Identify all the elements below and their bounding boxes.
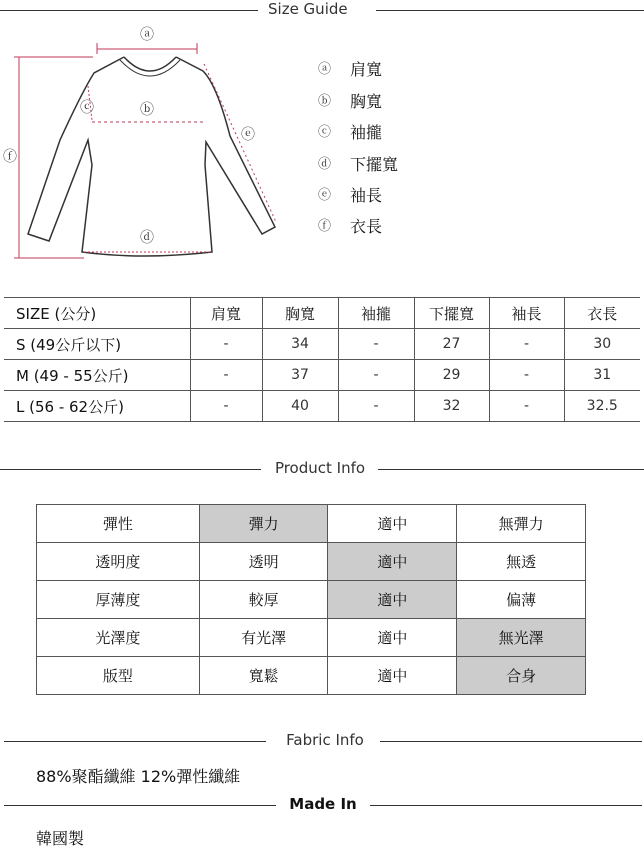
made-in-title: Made In [289,795,357,813]
table-cell: 32 [414,391,489,422]
table-cell: 30 [564,329,640,360]
legend-item [318,215,383,236]
attribute-option: 適中 [328,505,457,543]
table-cell: - [338,391,414,422]
table-row [4,360,640,391]
table-cell: - [190,329,262,360]
table-cell: 29 [414,360,489,391]
size-guide-title: Size Guide [268,0,348,18]
attribute-option-selected: 無光澤 [457,619,586,657]
table-cell: - [190,391,262,422]
legend-mark: ⓒ [318,125,332,140]
marker-f: ⓕ [3,149,17,165]
table-row [37,543,586,581]
legend-item [318,153,399,174]
legend-item [318,184,383,205]
size-label: M (49 - 55公斤) [4,360,190,391]
attribute-option: 偏薄 [457,581,586,619]
attribute-option: 透明 [199,543,328,581]
garment-diagram [0,20,300,295]
legend-mark: ⓑ [318,94,332,109]
table-cell: - [338,360,414,391]
column-header: SIZE (公分) [4,298,190,329]
column-header: 肩寬 [190,298,262,329]
size-table [4,297,640,422]
legend-label: 胸寬 [350,92,383,111]
product-info-header [0,459,644,479]
legend-label: 衣長 [350,217,383,236]
size-label: S (49公斤以下) [4,329,190,360]
table-cell: 37 [262,360,338,391]
size-guide-header [0,0,644,20]
size-label: L (56 - 62公斤) [4,391,190,422]
table-cell: 27 [414,329,489,360]
legend-label: 袖長 [350,186,383,205]
product-info-table [36,504,586,695]
attribute-option: 寬鬆 [199,657,328,695]
attribute-option: 適中 [328,657,457,695]
attribute-option-selected: 適中 [328,581,457,619]
table-cell: - [489,391,564,422]
table-cell: - [338,329,414,360]
table-cell: 32.5 [564,391,640,422]
column-header: 袖攏 [338,298,414,329]
table-cell: 34 [262,329,338,360]
attribute-option: 無彈力 [457,505,586,543]
attribute-option-selected: 適中 [328,543,457,581]
attribute-option-selected: 彈力 [199,505,328,543]
legend-item [318,58,383,79]
country-of-origin: 韓國製 [36,829,85,848]
legend-label: 肩寬 [350,60,383,79]
legend-mark: ⓔ [318,188,332,203]
legend-mark: ⓓ [318,157,332,172]
legend-label: 袖攏 [350,123,383,142]
marker-a: ⓐ [140,27,154,43]
table-cell: - [190,360,262,391]
legend-item [318,121,383,142]
table-cell: 40 [262,391,338,422]
column-header: 衣長 [564,298,640,329]
column-header: 胸寬 [262,298,338,329]
column-header: 袖長 [489,298,564,329]
table-cell: 31 [564,360,640,391]
legend-mark: ⓕ [318,219,332,234]
attribute-label: 厚薄度 [37,581,200,619]
attribute-label: 透明度 [37,543,200,581]
attribute-label: 光澤度 [37,619,200,657]
made-in-header [0,795,644,815]
column-header: 下擺寬 [414,298,489,329]
marker-d: ⓓ [140,230,154,246]
table-row [4,329,640,360]
product-info-title: Product Info [274,459,366,477]
fabric-composition: 88%聚酯纖維 12%彈性纖維 [36,767,241,786]
attribute-option: 較厚 [199,581,328,619]
table-cell: - [489,329,564,360]
legend-label: 下擺寬 [350,155,399,174]
attribute-option: 適中 [328,619,457,657]
garment-outline [28,57,275,256]
marker-b: ⓑ [140,102,154,118]
marker-e: ⓔ [241,127,255,143]
table-cell: - [489,360,564,391]
fabric-info-title: Fabric Info [286,731,364,749]
attribute-label: 彈性 [37,505,200,543]
attribute-label: 版型 [37,657,200,695]
size-table-header-row [4,298,640,329]
table-row [37,505,586,543]
fabric-info-header [0,731,644,751]
legend-item [318,90,383,111]
attribute-option: 無透 [457,543,586,581]
marker-c: ⓒ [80,100,94,116]
legend-mark: ⓐ [318,62,332,77]
table-row [4,391,640,422]
table-row [37,657,586,695]
table-row [37,619,586,657]
attribute-option-selected: 合身 [457,657,586,695]
table-row [37,581,586,619]
neckline [124,57,176,71]
attribute-option: 有光澤 [199,619,328,657]
